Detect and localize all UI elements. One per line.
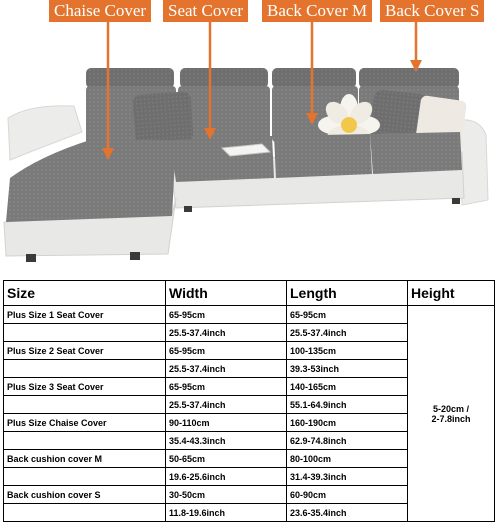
length-cell: 100-135cm [287,342,408,360]
width-cell: 50-65cm [166,450,287,468]
length-cell: 55.1-64.9inch [287,396,408,414]
length-cell: 62.9-74.8inch [287,432,408,450]
back-cover-s-label: Back Cover S [380,0,484,22]
size-cell [4,324,166,342]
size-cell: Plus Size 2 Seat Cover [4,342,166,360]
leg-3 [184,206,192,212]
width-cell: 25.5-37.4inch [166,360,287,378]
width-cell: 30-50cm [166,486,287,504]
size-cell: Plus Size 1 Seat Cover [4,306,166,324]
width-cell: 65-95cm [166,342,287,360]
chaise-cover-label: Chaise Cover [49,0,151,22]
table-row [4,306,495,324]
seat-cushion-3 [370,132,462,174]
table-header-row [4,281,495,306]
chaise-cushion [6,140,176,222]
width-cell: 19.6-25.6inch [166,468,287,486]
size-cell [4,504,166,522]
size-cell [4,432,166,450]
size-cell [4,396,166,414]
length-cell: 60-90cm [287,486,408,504]
length-cell: 39.3-53inch [287,360,408,378]
leg-4 [452,198,460,204]
size-cell: Plus Size Chaise Cover [4,414,166,432]
size-cell [4,468,166,486]
height-header: Height [408,281,495,306]
length-cell: 140-165cm [287,378,408,396]
height-cm: 5-20cm / [432,403,470,414]
height-cell [408,306,495,522]
length-cell: 160-190cm [287,414,408,432]
width-header: Width [166,281,287,306]
length-cell: 23.6-35.4inch [287,504,408,522]
leg-2 [130,252,140,260]
width-cell: 25.5-37.4inch [166,396,287,414]
width-cell: 65-95cm [166,306,287,324]
seat-cushion-2 [274,134,372,178]
headrest-3 [272,68,356,88]
length-cell: 65-95cm [287,306,408,324]
throw-pillow-gray-left [132,91,193,145]
length-cell: 31.4-39.3inch [287,468,408,486]
size-header: Size [4,281,166,306]
height-inch: 2-7.8inch [431,413,471,424]
length-cell: 80-100cm [287,450,408,468]
size-cell: Plus Size 3 Seat Cover [4,378,166,396]
headrest-2 [180,68,268,88]
headrest-1 [86,68,174,88]
size-cell [4,360,166,378]
size-cell: Back cushion cover M [4,450,166,468]
size-cell: Back cushion cover S [4,486,166,504]
size-chart-table [3,280,495,522]
seat-cushion-1 [170,136,274,182]
width-cell: 35.4-43.3inch [166,432,287,450]
width-cell: 90-110cm [166,414,287,432]
length-cell: 25.5-37.4inch [287,324,408,342]
headrest-4 [359,68,459,88]
seat-cover-label: Seat Cover [163,0,248,22]
width-cell: 65-95cm [166,378,287,396]
width-cell: 25.5-37.4inch [166,324,287,342]
width-cell: 11.8-19.6inch [166,504,287,522]
length-header: Length [287,281,408,306]
leg-1 [26,254,36,262]
back-cover-m-label: Back Cover M [262,0,372,22]
